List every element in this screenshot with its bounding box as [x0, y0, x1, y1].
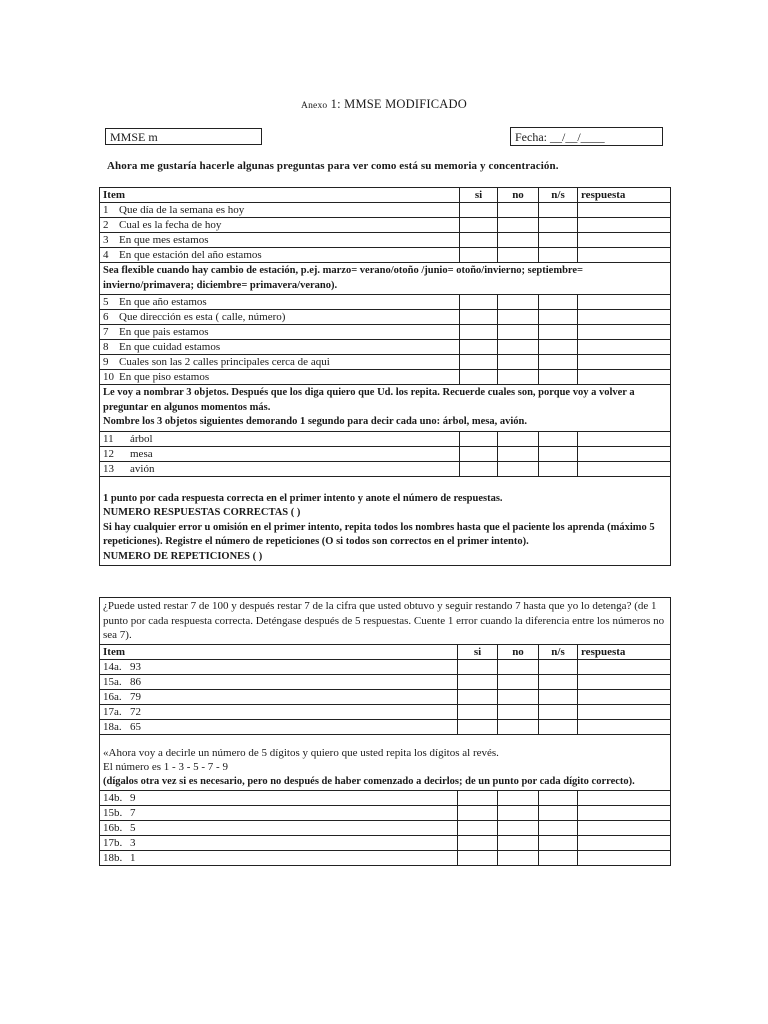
- answer-cell-ns[interactable]: [539, 340, 578, 355]
- col-si-header: si: [458, 644, 498, 659]
- table-row: [100, 446, 671, 461]
- answer-cell-si[interactable]: [458, 806, 498, 821]
- answer-cell-no[interactable]: [498, 689, 539, 704]
- table-row: [100, 704, 671, 719]
- answer-cell-respuesta[interactable]: [578, 446, 671, 461]
- answer-cell-ns[interactable]: [539, 821, 578, 836]
- table-row: [100, 431, 671, 446]
- item-cell: [100, 295, 460, 310]
- table-row: [100, 218, 671, 233]
- table-header-row: [100, 188, 671, 203]
- objects-note-line-0: Le voy a nombrar 3 objetos. Después que los diga quiero que Ud. los repita. Recuerde cuales son, porque voy a volver a preguntar en algunos momentos más.: [103, 387, 635, 413]
- answer-cell-no[interactable]: [498, 821, 539, 836]
- answer-cell-respuesta[interactable]: [578, 836, 671, 851]
- item-cell: [100, 851, 458, 866]
- answer-cell-no[interactable]: [498, 310, 539, 325]
- answer-cell-si[interactable]: [458, 791, 498, 806]
- answer-cell-ns[interactable]: [539, 295, 578, 310]
- item-cell: [100, 719, 458, 734]
- item-text: 93: [130, 660, 141, 673]
- answer-cell-ns[interactable]: [539, 704, 578, 719]
- item-number: 3: [103, 234, 109, 246]
- intro-text: Ahora me gustaría hacerle algunas preguntas para ver como está su memoria y concentración.: [107, 160, 559, 172]
- answer-cell-respuesta[interactable]: [578, 310, 671, 325]
- scoring-note-line-0: 1 punto por cada respuesta correcta en el primer intento y anote el número de respuestas.: [103, 492, 503, 504]
- answer-cell-respuesta[interactable]: [578, 674, 671, 689]
- season-note-line-0: Sea flexible cuando hay cambio de estación, p.ej. marzo= verano/otoño /junio= otoño/invierno; septiembre= invierno/primavera; diciembre= primavera/verano).: [103, 265, 584, 291]
- table-row: [100, 203, 671, 218]
- answer-cell-no[interactable]: [498, 233, 539, 248]
- answer-cell-respuesta[interactable]: [578, 689, 671, 704]
- mmse-field[interactable]: [105, 128, 262, 145]
- item-number: 6: [103, 311, 109, 323]
- item-text: 79: [130, 690, 141, 703]
- table-row: [100, 689, 671, 704]
- table-row: [100, 659, 671, 674]
- item-cell: [100, 446, 460, 461]
- item-text: Que dirección es esta ( calle, número): [119, 311, 286, 323]
- item-cell: [100, 370, 460, 385]
- answer-cell-ns[interactable]: [539, 446, 578, 461]
- answer-cell-ns[interactable]: [539, 791, 578, 806]
- item-text: Cual es la fecha de hoy: [119, 219, 222, 231]
- item-cell: [100, 689, 458, 704]
- answer-cell-si[interactable]: [460, 203, 498, 218]
- answer-cell-ns[interactable]: [539, 806, 578, 821]
- item-text: En que mes estamos: [119, 234, 209, 246]
- item-text: Que día de la semana es hoy: [119, 204, 245, 216]
- table-row: [100, 719, 671, 734]
- answer-cell-respuesta[interactable]: [578, 431, 671, 446]
- item-number: 14a.: [103, 660, 122, 673]
- objects-note-line-1: Nombre los 3 objetos siguientes demorando 1 segundo para decir cada uno: árbol, mesa, avión.: [103, 416, 528, 427]
- table-header-row: [100, 644, 671, 659]
- answer-cell-si[interactable]: [460, 431, 498, 446]
- col-ns-header: n/s: [539, 644, 578, 659]
- subtract-note-line-0: ¿Puede usted restar 7 de 100 y después restar 7 de la cifra que usted obtuvo y seguir restando 7 hasta que yo lo detenga? (de 1 punto por cada respuesta correcta. Deténgase después de 5 respuestas. Cuente 1 error cuando la diferencia entre los números no sea 7).: [103, 600, 665, 641]
- item-number: 15b.: [103, 807, 123, 819]
- item-cell: [100, 791, 458, 806]
- answer-cell-si[interactable]: [458, 659, 498, 674]
- item-cell: [100, 355, 460, 370]
- item-number: 5: [103, 296, 109, 308]
- item-cell: [100, 836, 458, 851]
- answer-cell-respuesta[interactable]: [578, 233, 671, 248]
- item-text: En que estación del año estamos: [119, 249, 262, 261]
- answer-cell-si[interactable]: [460, 461, 498, 476]
- digits-note-line-1: El número es 1 - 3 - 5 - 7 - 9: [103, 761, 228, 773]
- season-note-cell: [100, 263, 671, 295]
- answer-cell-si[interactable]: [460, 218, 498, 233]
- item-cell: [100, 310, 460, 325]
- item-number: 4: [103, 249, 109, 261]
- answer-cell-no[interactable]: [498, 248, 539, 263]
- table-row: [100, 355, 671, 370]
- answer-cell-respuesta[interactable]: [578, 295, 671, 310]
- table-row: [100, 370, 671, 385]
- answer-cell-si[interactable]: [460, 340, 498, 355]
- answer-cell-respuesta[interactable]: [578, 719, 671, 734]
- answer-cell-respuesta[interactable]: [578, 806, 671, 821]
- answer-cell-ns[interactable]: [539, 233, 578, 248]
- answer-cell-no[interactable]: [498, 218, 539, 233]
- item-number: 14b.: [103, 792, 123, 804]
- col-item-header: Item: [100, 188, 460, 203]
- answer-cell-si[interactable]: [460, 446, 498, 461]
- item-cell: [100, 431, 460, 446]
- answer-cell-si[interactable]: [460, 370, 498, 385]
- answer-cell-ns[interactable]: [539, 248, 578, 263]
- answer-cell-no[interactable]: [498, 851, 539, 866]
- item-number: 18a.: [103, 720, 122, 733]
- objects-note: [100, 385, 671, 432]
- answer-cell-ns[interactable]: [539, 355, 578, 370]
- answer-cell-no[interactable]: [498, 203, 539, 218]
- answer-cell-ns[interactable]: [539, 431, 578, 446]
- table-row: [100, 836, 671, 851]
- answer-cell-no[interactable]: [498, 431, 539, 446]
- answer-cell-no[interactable]: [498, 355, 539, 370]
- answer-cell-no[interactable]: [498, 659, 539, 674]
- item-text: avión: [130, 462, 155, 475]
- col-item-header: Item: [100, 644, 458, 659]
- answer-cell-no[interactable]: [498, 674, 539, 689]
- item-text: En que pais estamos: [119, 326, 209, 338]
- item-text: Cuales son las 2 calles principales cerca de aqui: [119, 356, 330, 368]
- answer-cell-respuesta[interactable]: [578, 821, 671, 836]
- item-number: 13: [103, 462, 114, 475]
- answer-cell-ns[interactable]: [539, 218, 578, 233]
- answer-cell-si[interactable]: [458, 851, 498, 866]
- title-prefix: Anexo: [301, 101, 328, 111]
- answer-cell-si[interactable]: [460, 310, 498, 325]
- answer-cell-si[interactable]: [460, 233, 498, 248]
- item-number: 11: [103, 432, 114, 445]
- answer-cell-no[interactable]: [498, 836, 539, 851]
- answer-cell-si[interactable]: [458, 674, 498, 689]
- item-number: 16b.: [103, 822, 123, 834]
- scoring-note-line-1: NUMERO RESPUESTAS CORRECTAS ( ): [103, 507, 301, 518]
- answer-cell-no[interactable]: [498, 446, 539, 461]
- item-cell: [100, 461, 460, 476]
- answer-cell-ns[interactable]: [539, 719, 578, 734]
- table-row: [100, 791, 671, 806]
- item-number: 7: [103, 326, 109, 338]
- answer-cell-no[interactable]: [498, 340, 539, 355]
- objects-note-cell: [100, 385, 671, 432]
- item-cell: [100, 325, 460, 340]
- date-label: Fecha: __/__/____: [515, 130, 605, 144]
- table-row: [100, 310, 671, 325]
- table-row: [100, 295, 671, 310]
- col-si-header: si: [460, 188, 498, 203]
- answer-cell-no[interactable]: [498, 704, 539, 719]
- item-number: 12: [103, 447, 114, 460]
- answer-cell-respuesta[interactable]: [578, 461, 671, 476]
- table-row: [100, 340, 671, 355]
- answer-cell-ns[interactable]: [539, 836, 578, 851]
- item-text: 1: [130, 852, 136, 864]
- scoring-note-cell: [100, 476, 671, 566]
- item-cell: [100, 659, 458, 674]
- item-number: 2: [103, 219, 109, 231]
- title-rest: 1: MMSE MODIFICADO: [327, 97, 467, 111]
- item-text: 3: [130, 837, 136, 849]
- item-number: 18b.: [103, 852, 123, 864]
- answer-cell-si[interactable]: [458, 821, 498, 836]
- table-row: [100, 233, 671, 248]
- answer-cell-respuesta[interactable]: [578, 340, 671, 355]
- answer-cell-si[interactable]: [458, 689, 498, 704]
- answer-cell-respuesta[interactable]: [578, 203, 671, 218]
- item-text: En que año estamos: [119, 296, 207, 308]
- item-cell: [100, 203, 460, 218]
- col-no-header: no: [498, 188, 539, 203]
- item-text: 7: [130, 807, 136, 819]
- item-cell: [100, 674, 458, 689]
- item-number: 9: [103, 356, 109, 368]
- answer-cell-no[interactable]: [498, 325, 539, 340]
- item-text: 65: [130, 720, 141, 733]
- table-row: [100, 248, 671, 263]
- item-text: 9: [130, 792, 136, 804]
- item-number: 1: [103, 204, 109, 216]
- answer-cell-si[interactable]: [458, 836, 498, 851]
- item-text: En que cuidad estamos: [119, 341, 221, 353]
- item-text: En que piso estamos: [119, 371, 210, 383]
- digits-note-line-2: (dígalos otra vez si es necesario, pero no después de haber comenzado a decirlos; de un punto por cada dígito correcto).: [103, 775, 635, 787]
- table-row: [100, 674, 671, 689]
- answer-cell-ns[interactable]: [539, 203, 578, 218]
- table-row: [100, 461, 671, 476]
- digits-note-cell: [100, 734, 671, 791]
- table-row: [100, 325, 671, 340]
- answer-cell-respuesta[interactable]: [578, 704, 671, 719]
- table-row: [100, 821, 671, 836]
- item-text: mesa: [130, 447, 153, 460]
- mmse-label: MMSE m: [110, 130, 158, 144]
- answer-cell-respuesta[interactable]: [578, 851, 671, 866]
- item-cell: [100, 704, 458, 719]
- answer-cell-si[interactable]: [458, 704, 498, 719]
- answer-cell-ns[interactable]: [539, 659, 578, 674]
- answer-cell-respuesta[interactable]: [578, 370, 671, 385]
- answer-cell-no[interactable]: [498, 791, 539, 806]
- item-number: 15a.: [103, 675, 122, 688]
- answer-cell-ns[interactable]: [539, 851, 578, 866]
- col-ns-header: n/s: [539, 188, 578, 203]
- answer-cell-ns[interactable]: [539, 370, 578, 385]
- item-cell: [100, 248, 460, 263]
- digits-note-line-0: «Ahora voy a decirle un número de 5 dígitos y quiero que usted repita los dígitos al revés.: [103, 746, 499, 759]
- answer-cell-respuesta[interactable]: [578, 355, 671, 370]
- page-title: [0, 97, 768, 112]
- item-number: 17b.: [103, 837, 123, 849]
- season-note: [100, 263, 671, 295]
- item-cell: [100, 821, 458, 836]
- item-number: 16a.: [103, 690, 122, 703]
- answer-cell-si[interactable]: [458, 719, 498, 734]
- digits-note: [100, 734, 671, 791]
- item-cell: [100, 340, 460, 355]
- answer-cell-no[interactable]: [498, 719, 539, 734]
- item-cell: [100, 233, 460, 248]
- answer-cell-ns[interactable]: [539, 674, 578, 689]
- col-respuesta-header: respuesta: [578, 188, 671, 203]
- item-number: 8: [103, 341, 109, 353]
- subtract-note-cell: [100, 598, 671, 645]
- answer-cell-no[interactable]: [498, 295, 539, 310]
- col-no-header: no: [498, 644, 539, 659]
- answer-cell-ns[interactable]: [539, 325, 578, 340]
- orientation-table: [99, 187, 671, 566]
- item-text: 5: [130, 822, 136, 834]
- answer-cell-ns[interactable]: [539, 689, 578, 704]
- answer-cell-no[interactable]: [498, 806, 539, 821]
- table-row: [100, 851, 671, 866]
- answer-cell-si[interactable]: [460, 295, 498, 310]
- col-respuesta-header: respuesta: [578, 644, 671, 659]
- item-number: 17a.: [103, 705, 122, 718]
- answer-cell-si[interactable]: [460, 248, 498, 263]
- item-text: árbol: [130, 432, 153, 445]
- table-row: [100, 806, 671, 821]
- answer-cell-respuesta[interactable]: [578, 659, 671, 674]
- scoring-note: [100, 476, 671, 566]
- item-cell: [100, 806, 458, 821]
- item-number: 10: [103, 371, 114, 383]
- answer-cell-respuesta[interactable]: [578, 218, 671, 233]
- answer-cell-si[interactable]: [460, 325, 498, 340]
- answer-cell-si[interactable]: [460, 355, 498, 370]
- answer-cell-ns[interactable]: [539, 461, 578, 476]
- answer-cell-respuesta[interactable]: [578, 325, 671, 340]
- item-text: 86: [130, 675, 141, 688]
- answer-cell-no[interactable]: [498, 461, 539, 476]
- date-field[interactable]: [510, 127, 663, 146]
- answer-cell-respuesta[interactable]: [578, 791, 671, 806]
- item-cell: [100, 218, 460, 233]
- subtract-note: [100, 598, 671, 645]
- item-text: 72: [130, 705, 141, 718]
- answer-cell-ns[interactable]: [539, 310, 578, 325]
- scoring-note-line-3: NUMERO DE REPETICIONES ( ): [103, 550, 263, 562]
- scoring-note-line-2: Si hay cualquier error u omisión en el primer intento, repita todos los nombres hasta que el paciente los aprenda (máximo 5 repeticiones). Registre el número de repeticiones (O si todos son correctos en el primer intento).: [103, 521, 655, 547]
- attention-table: [99, 597, 671, 866]
- answer-cell-respuesta[interactable]: [578, 248, 671, 263]
- answer-cell-no[interactable]: [498, 370, 539, 385]
